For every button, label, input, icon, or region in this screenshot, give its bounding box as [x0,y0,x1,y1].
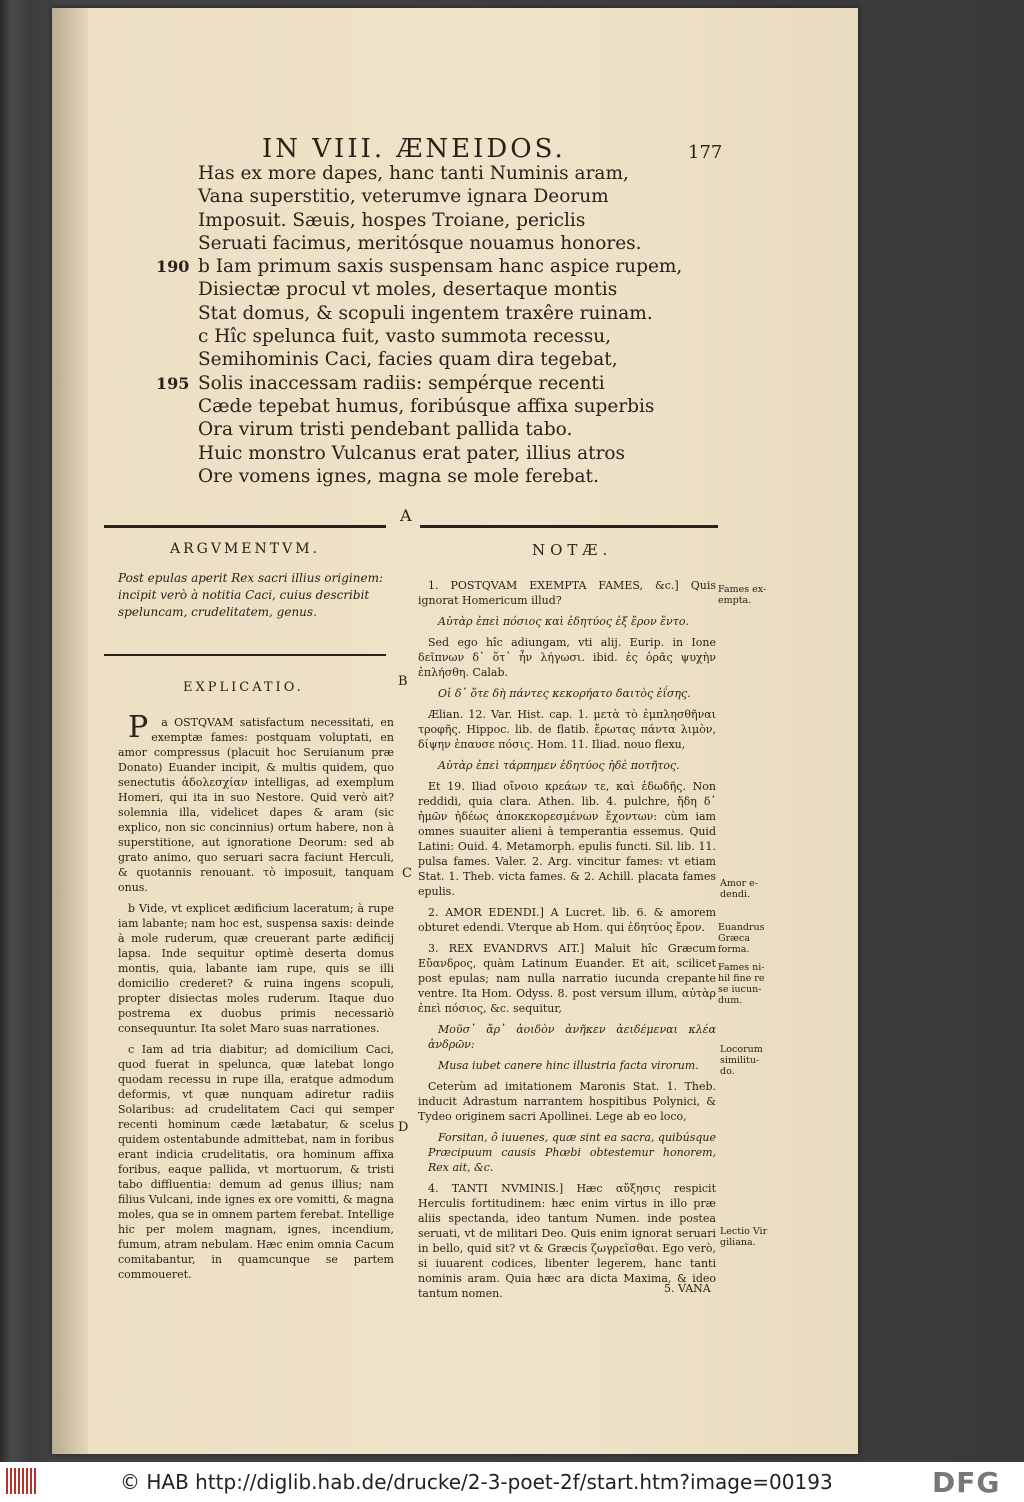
verse-line [198,418,682,441]
note-paragraph: Ceterùm ad imitationem Maronis Stat. 1. Theb. inducit Adrastum narrantem hospitibus Polynici, & Tydeo originem sacri Apollinei. Lege ab eo loco, [418,1080,716,1123]
verse-line [156,255,683,278]
verse-line [198,348,682,371]
verse-text: Solis inaccessam radiis: sempérque recenti [198,372,605,394]
verse-line [156,372,682,395]
marker-c: C [402,866,412,881]
margin-note-1: Fames ex- empta. [718,584,767,606]
signature-a: A [400,506,412,525]
verse-line [198,442,682,465]
note-paragraph: 3. REX EVANDRVS AIT.] Maluit hîc Græcum Εὔανδρος, quàm Latinum Euander. Et ait, scilicet post epulas; nam nulla narratio iucunda crepante ventre. Ita Hom. Odyss. 8. post versum illum, αὐτὰρ ἐπεὶ πόσιος, &c. sequitur, [418,942,716,1015]
dfg-logo: DFG [932,1466,1001,1499]
page-gutter [52,8,88,1454]
verse-text: Seruati facimus, meritósque nouamus honores. [198,232,642,254]
verse-text: c Hîc spelunca fuit, vasto summota recessu, [198,326,611,348]
verse-line [198,185,682,208]
explicatio-heading: EXPLICATIO. [183,680,304,695]
verse-line [198,232,682,255]
quotation-line: Αὐτὰρ ἐπεὶ πόσιος καὶ ἐδητύος ἐξ ἔρον ἕντο. [438,615,689,628]
verse-text: Semihominis Caci, facies quam dira tegebat, [198,349,618,371]
notae-column [418,578,716,1307]
margin-note-5: Locorum similitu- do. [720,1044,763,1077]
page-number: 177 [688,142,723,163]
margin-note-2: Amor e- dendi. [720,878,758,900]
verse-line [198,302,682,325]
copyright-link[interactable]: © HAB http://diglib.hab.de/drucke/2-3-poet-2f/start.htm?image=00193 [120,1470,833,1494]
note-paragraph: Sed ego hîc adiungam, vti alij. Eurip. in Ione δεῖπνων δ᾽ ὅτ᾽ ἦν λήγωσι. ibid. ἐς ὁρᾶς ψυχὴν ἐπλήσθη. Calab. [418,636,716,679]
explicatio-paragraph [118,710,394,895]
verse-text: Cæde tepebat humus, foribúsque affixa superbis [198,395,655,417]
notae-heading: NOTÆ. [532,541,613,559]
paragraph-text: c Iam ad tria diabitur; ad domicilium Caci, quod fuerat in spelunca, quæ latebat longo quodam recessu in rupe illa, eratque admodum deformis, vt quæ nunquam adiretur radiis Solaribus: ad crudelitatem Caci qui semper recenti hominum cæde lætabatur, & scelus quidem ostentabunde admittebat, nam in foribus erant indicia crudelitatis, ora hominum affixa foribus, eaque pallida, vt mortuorum, & tristi tabo diffluentia: demum ad genus illius; nam filius Vulcani, inde ignes ex ore vomitti, & magna moles, qua se in omnem partem ferebat. Intellige hic per molem magnam, ignes, incendium, fumum, atram nebulam. Hæc enim omnia Cacum comitabantur, in quamcunque se partem commoueret. [118,1043,394,1281]
verse-text: Vana superstitio, veterumve ignara Deorum [198,186,609,208]
verse-text: Huic monstro Vulcanus erat pater, illius atros [198,442,626,464]
catchword: 5. VANA [664,1282,711,1295]
explicatio-paragraph [118,901,394,1036]
note-paragraph: 2. AMOR EDENDI.] A Lucret. lib. 6. & amorem obturet edendi. Vterque ab Hom. qui ἐδητύος ἔρον. [418,906,716,934]
verse-line [198,465,682,488]
note-paragraph: Et 19. Iliad οἴνοιο κρεάων τε, καὶ ἐδωδῆς. Non reddidi, quia clara. Athen. lib. 4. pulchre, ἤδη δ᾽ ἡμῶν ἡδέως ἀποκεκορεσμένων ἔχοντων: cùm iam omnes suauiter alieni à temperantia essemus. Quid Latini: Ouid. 4. Metamorph. epulis functi. Sil. lib. 11. pulsa fames. Valer. 2. Arg. vincitur fames: vt etiam Stat. 1. Theb. victa fames. & 2. Achill. placata fames epulis. [418,780,716,898]
margin-note-4: Fames ni- hil fine re se iucun- dum. [718,962,765,1006]
explicatio-column [118,710,394,1288]
verse-line [198,209,682,232]
rule-left [104,525,386,528]
marker-d: D [398,1120,409,1135]
verse-text: b Iam primum saxis suspensam hanc aspice rupem, [198,256,683,278]
explicatio-paragraph [118,1042,394,1282]
quotation-line: Αὐτὰρ ἐπεὶ τάρπημεν ἐδητύος ἠδὲ ποτῆτος. [438,759,680,772]
margin-note-6: Lectio Vir giliana. [720,1226,768,1248]
verse-text: Ore vomens ignes, magna se mole ferebat. [198,465,599,487]
verse-text: Disiectæ procul vt moles, desertaque montis [198,279,618,301]
line-number: 195 [156,373,190,393]
verse-text: Stat domus, & scopuli ingentem traxêre ruinam. [198,302,653,324]
quotation-line: Οἱ δ᾽ ὅτε δὴ πάντες κεκορήατο δαιτὸς ἐΐσης. [438,687,691,700]
note-paragraph: 1. POSTQVAM EXEMPTA FAMES, &c.] Quis ignorat Homericum illud? [418,579,716,607]
quotation-line: Musa iubet canere hinc illustria facta virorum. [438,1059,699,1072]
quotation-line: Μοῦσ᾽ ἄρ᾽ ἀοιδὸν ἀνῆκεν ἀειδέμεναι κλέα ἀνδρῶν: [428,1023,716,1051]
running-head: IN VIII. ÆNEIDOS. [262,134,566,164]
verse-text: Ora virum tristi pendebant pallida tabo. [198,419,573,441]
margin-note-3: Euandrus Græca forma. [718,922,765,955]
marker-b: B [398,674,408,689]
paragraph-text: b Vide, vt explicet ædificium laceratum; à rupe iam labante; nam hoc est, suspensa saxis: deinde à mole ruderum, quæ creuerant parte ædificij lapsa. Inde sequitur optimè deserta domus montis, quia, labante iam rupe, quis se illi domicilio crederet? & ruina ingens scopuli, propter disiectas moles ruderum. Itaque duo postrema ex duobus primis necessariò consequuntur. Ita solet Maro suas narrationes. [118,902,394,1035]
hab-barcode-logo [6,1468,40,1494]
argumentum-text: Post epulas aperit Rex sacri illius originem: incipit verò à notitia Caci, cuius describit speluncam, crudelitatem, genus. [118,571,383,619]
rule-right [420,525,718,528]
note-paragraph: Ælian. 12. Var. Hist. cap. 1. μετὰ τὸ ἐμπλησθῆναι τροφῆς. Hippoc. lib. de flatib. ἔρωτας πάντα λιμὸν, δίψην ἐπαυσε πόσις. Hom. 11. Iliad. nouo flexu, [418,708,716,751]
drop-cap: P [128,710,149,745]
verse-line [198,278,682,301]
verse-text: Imposuit. Sæuis, hospes Troiane, periclis [198,209,586,231]
paragraph-text: a OSTQVAM satisfactum necessitati, en exemptæ fames: postquam voluptati, en amor compressus (placuit hoc Seruianum præ Donato) Euander incipit, & multis quidem, quo senectutis ἀδολεσχίαν intelligas, ad exemplum Homeri, qui ita in suo Nestore. Quid verò ait? solemnia illa, videlicet dapes & aram (sic explico, non sic concinnius) ortum habere, non à superstitione, aut ignoratione Deorum: sed ab grato animo, quo seruari sacra faciunt Herculi, & quotannis renouant. τὸ imposuit, tanquam onus. [118,716,394,894]
verse-line [198,395,682,418]
verse-text: Has ex more dapes, hanc tanti Numinis aram, [198,163,629,184]
verse-line [198,162,682,185]
rule-arg-bottom [104,654,386,656]
verse-line [198,325,682,348]
verse-block [156,162,683,488]
note-paragraph: 4. TANTI NVMINIS.] Hæc αὔξησις respicit Herculis fortitudinem: hæc enim virtus in illo præ aliis spectanda, ideo tantum Numen. inde postea seruati, vt de militari Deo. Quis enim ignorat seruari in bello, quid sit? vt & Græcis ζωγρεῖσθαι. Ego verò, si iuuarent codices, libenter legerem, hanc tanti nominis aram. Quia hæc ara dicta Maxima, & ideo tantum nomen. [418,1182,716,1300]
line-number: 190 [156,257,190,277]
argumentum-heading: ARGVMENTVM. [170,541,320,557]
quotation-line: Forsitan, ô iuuenes, quæ sint ea sacra, quibúsque Præcipuum causis Phœbi obtestemur honorem, Rex ait, &c. [428,1131,716,1174]
